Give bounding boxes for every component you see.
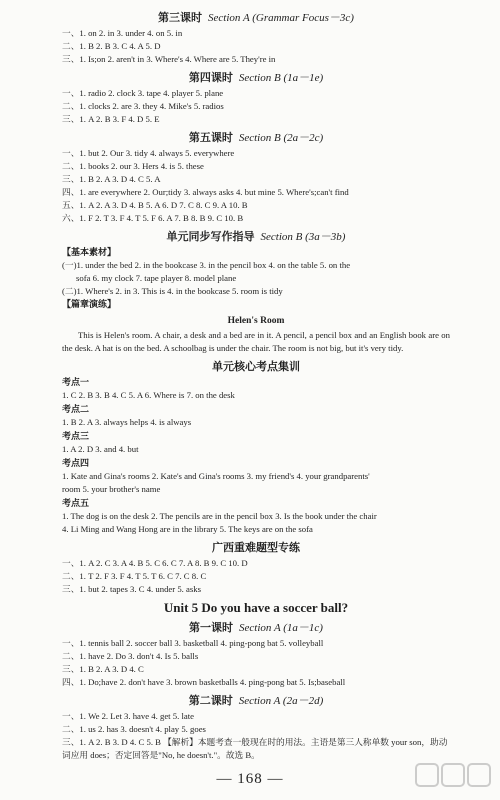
answer-line: 四、1. are everywhere 2. Our;tidy 3. always asks 4. but mine 5. Where's;can't find xyxy=(62,187,349,197)
answer-line: 三、1. A 2. B 3. D 4. C 5. B 【解析】本题考查一般现在时的用法。主语是第三人称单数 your son，助动词应用 does；否定回答是"No, he doesn't."。故选 B。 xyxy=(62,737,448,760)
section-heading-subtitle: Section A (1a－1c) xyxy=(239,622,323,634)
answer-line: 一、1. tennis ball 2. soccer ball 3. basketball 4. ping-pong bat 5. volleyball xyxy=(62,638,324,648)
watermark-logo-icon xyxy=(414,760,494,794)
answer-line: 一、1. A 2. C 3. A 4. B 5. C 6. C 7. A 8. B 9. C 10. D xyxy=(62,558,248,568)
essay-block xyxy=(62,316,450,355)
section-heading xyxy=(62,692,450,708)
answer-line: 1. C 2. B 3. B 4. C 5. A 6. Where is 7. on the desk xyxy=(62,390,235,400)
answer-line: 三、1. but 2. tapes 3. C 4. under 5. asks xyxy=(62,584,201,594)
section-heading xyxy=(62,129,450,145)
section-heading-subtitle: Section B (1a－1e) xyxy=(238,72,324,84)
answer-line: 一、1. but 2. Our 3. tidy 4. always 5. everywhere xyxy=(62,148,235,158)
answer-line: 五、1. A 2. A 3. D 4. B 5. A 6. D 7. C 8. C 9. A 10. B xyxy=(62,200,248,210)
answer-line: sofa 6. my clock 7. tape player 8. model plane xyxy=(76,273,237,283)
answer-line: 一、1. We 2. Let 3. have 4. get 5. late xyxy=(62,711,194,721)
answer-line: (二)1. Where's 2. in 3. This is 4. in the bookcase 5. room is tidy xyxy=(62,286,283,296)
section-tag: 【篇章演练】 xyxy=(62,299,117,309)
section-heading xyxy=(62,69,450,85)
section-heading-title: 第三课时 xyxy=(158,12,203,24)
answer-line: 二、1. us 2. has 3. doesn't 4. play 5. goes xyxy=(62,724,206,734)
section-heading xyxy=(62,539,450,555)
section-heading-title: 单元核心考点集训 xyxy=(212,361,300,373)
key-point-label: 考点四 xyxy=(62,458,90,468)
section-heading-title: 第五课时 xyxy=(188,132,233,144)
answer-line: 二、1. T 2. F 3. F 4. T 5. T 6. C 7. C 8. C xyxy=(62,571,207,581)
answer-line: 二、1. books 2. our 3. Hers 4. is 5. these xyxy=(62,161,204,171)
key-point-label: 考点三 xyxy=(62,431,90,441)
answer-line: (一)1. under the bed 2. in the bookcase 3. in the pencil box 4. on the table 5. on the xyxy=(62,260,351,270)
answer-line: 二、1. clocks 2. are 3. they 4. Mike's 5. radios xyxy=(62,101,224,111)
answer-line: 四、1. Do;have 2. don't have 3. brown basketballs 4. ping-pong bat 5. Is;baseball xyxy=(62,677,346,687)
answer-line: 三、1. Is;on 2. aren't in 3. Where's 4. Where are 5. They're in xyxy=(62,54,276,64)
key-point-label: 考点一 xyxy=(62,377,90,387)
answer-line: 1. The dog is on the desk 2. The pencils are in the pencil box 3. Is the book under the chair xyxy=(62,511,377,521)
section-heading-subtitle: Section A (2a－2d) xyxy=(238,695,324,707)
key-point-label: 考点五 xyxy=(62,498,90,508)
section-heading-subtitle: Section B (3a－3b) xyxy=(260,231,346,243)
section-heading xyxy=(62,619,450,635)
section-heading xyxy=(62,358,450,374)
section-heading-title: 第二课时 xyxy=(188,695,233,707)
section-heading-title: 第四课时 xyxy=(188,72,233,84)
answer-line: room 5. your brother's name xyxy=(62,484,161,494)
page-number: — 168 — xyxy=(216,771,284,787)
answer-line: 二、1. B 2. B 3. C 4. A 5. D xyxy=(62,41,161,51)
essay-paragraph: This is Helen's room. A chair, a desk and a bed are in it. A pencil, a pencil box and an English book are on the desk. A hat is on the bed. A schoolbag is under the chair. The room is not big, but it's very tidy. xyxy=(62,330,450,353)
section-heading xyxy=(62,228,450,244)
answer-page xyxy=(62,6,450,762)
section-heading-title: 广西重难题型专练 xyxy=(212,542,300,554)
section-heading-subtitle: Section B (2a－2c) xyxy=(238,132,324,144)
answer-line: 1. A 2. D 3. and 4. but xyxy=(62,444,139,454)
answer-line: 三、1. B 2. A 3. D 4. C xyxy=(62,664,144,674)
section-heading-title: 单元同步写作指导 xyxy=(166,231,255,243)
section-heading-title: 第一课时 xyxy=(189,622,234,634)
section-heading-subtitle: Section A (Grammar Focus－3c) xyxy=(208,12,354,24)
answer-line: 三、1. B 2. A 3. D 4. C 5. A xyxy=(62,174,161,184)
key-point-label: 考点二 xyxy=(62,404,90,414)
answer-line: 一、1. radio 2. clock 3. tape 4. player 5. plane xyxy=(62,88,224,98)
answer-line: 1. Kate and Gina's rooms 2. Kate's and Gina's rooms 3. my friend's 4. your grandparents' xyxy=(62,471,370,481)
answer-line: 二、1. have 2. Do 3. don't 4. Is 5. balls xyxy=(62,651,199,661)
essay-title: Helen's Room xyxy=(227,316,285,326)
answer-line: 1. B 2. A 3. always helps 4. is always xyxy=(62,417,192,427)
answer-line: 一、1. on 2. in 3. under 4. on 5. in xyxy=(62,28,183,38)
answer-line: 三、1. A 2. B 3. F 4. D 5. E xyxy=(62,114,160,124)
unit-title: Unit 5 Do you have a soccer ball? xyxy=(163,600,349,615)
section-heading xyxy=(62,9,450,25)
answer-line: 六、1. F 2. T 3. F 4. T 5. F 6. A 7. B 8. B 9. C 10. B xyxy=(62,213,244,223)
answer-line: 4. Li Ming and Wang Hong are in the library 5. The keys are on the sofa xyxy=(62,524,313,534)
section-tag: 【基本素材】 xyxy=(62,247,117,257)
